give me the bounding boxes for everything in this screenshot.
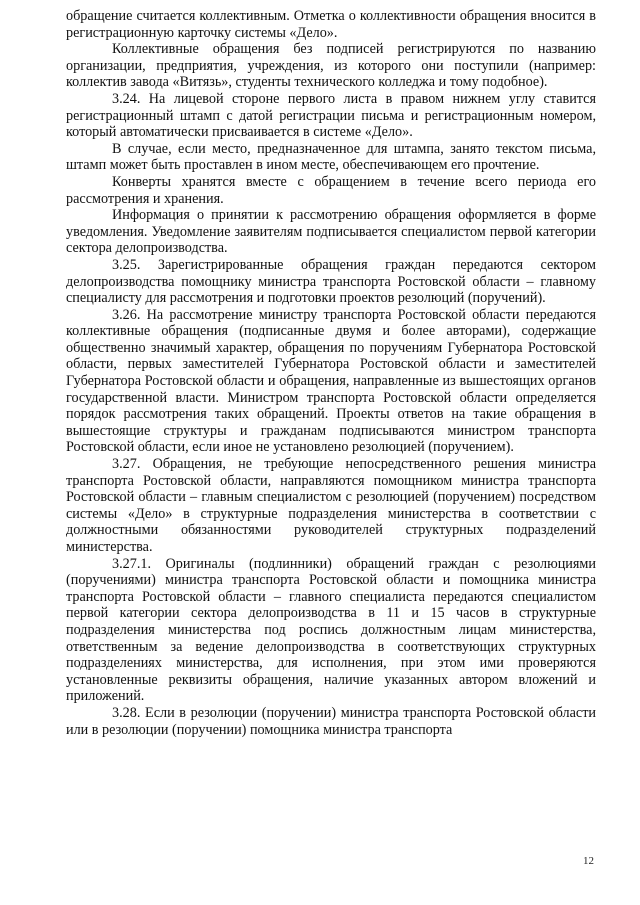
document-body xyxy=(66,8,596,738)
paragraph-stamp-placement: В случае, если место, предназначенное для штампа, занято текстом письма, штамп может быть проставлен в ином месте, обеспечивающем его прочтение. xyxy=(66,140,596,174)
paragraph-collective-unsigned: Коллективные обращения без подписей регистрируются по названию организации, предприятия, учреждения, из которого они поступили (например: коллектив завода «Витязь», студенты технического колледжа и тому подобное). xyxy=(66,41,596,91)
paragraph-3-28: 3.28. Если в резолюции (поручении) министра транспорта Ростовской области или в резолюции (поручении) помощника министра транспорта xyxy=(66,704,596,738)
paragraph-3-26: 3.26. На рассмотрение министру транспорта Ростовской области передаются коллективные обращения (подписанные двумя и более авторами), содержащие общественно значимый характер, обращения по поручениям Губернатора Ростовской области, первых заместителей Губернатора Ростовской области и заместителей Губернатора Ростовской области и обращения, направленные из вышестоящих органов государственной власти. Министром транспорта Ростовской области определяется порядок рассмотрения таких обращений. Проекты ответов на такие обращения в вышестоящие структуры и гражданам подписываются министром транспорта Ростовской области, если иное не установлено резолюцией (поручением). xyxy=(66,306,596,456)
paragraph-3-24: 3.24. На лицевой стороне первого листа в правом нижнем углу ставится регистрационный штамп с датой регистрации письма и регистрационным номером, который автоматически присваивается в системе «Дело». xyxy=(66,90,596,141)
page-number: 12 xyxy=(583,855,594,867)
paragraph-continuation: обращение считается коллективным. Отметка о коллективности обращения вносится в регистрационную карточку системы «Дело». xyxy=(66,8,596,41)
paragraph-notification: Информация о принятии к рассмотрению обращения оформляется в форме уведомления. Уведомление заявителям подписывается специалистом первой категории сектора делопроизводства. xyxy=(66,207,596,257)
paragraph-3-25: 3.25. Зарегистрированные обращения граждан передаются сектором делопроизводства помощнику министра транспорта Ростовской области – главному специалисту для рассмотрения и подготовки проектов резолюций (поручений). xyxy=(66,256,596,307)
paragraph-3-27-1: 3.27.1. Оригиналы (подлинники) обращений граждан с резолюциями (поручениями) министра транспорта Ростовской области и помощника министра транспорта Ростовской области – главного специалиста передаются специалистом первой категории сектора делопроизводства в 11 и 15 часов в структурные подразделения министерства под роспись должностным лицам министерства, ответственным за ведение делопроизводства в соответствующих структурных подразделениях министерства, для исполнения, при этом ими проверяются установленные реквизиты обращения, наличие указанных автором вложений и приложений. xyxy=(66,555,596,705)
paragraph-envelopes: Конверты хранятся вместе с обращением в течение всего периода его рассмотрения и хранения. xyxy=(66,173,596,207)
paragraph-3-27: 3.27. Обращения, не требующие непосредственного решения министра транспорта Ростовской области, направляются помощником министра транспорта Ростовской области – главным специалистом с резолюцией (поручением) посредством системы «Дело» в структурные подразделения министерства в соответствии с должностными обязанностями руководителей структурных подразделений министерства. xyxy=(66,456,596,555)
